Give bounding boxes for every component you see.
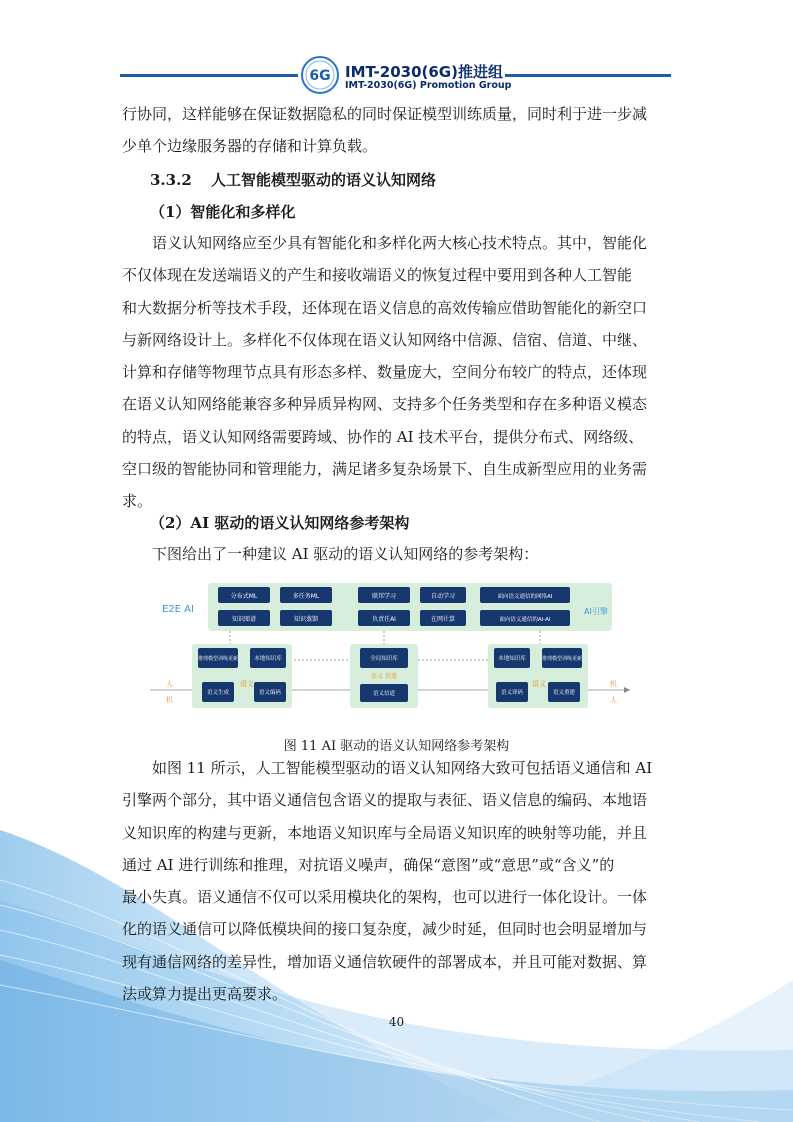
box-label: 多任务ML xyxy=(292,593,320,600)
text-line: 在语义认知网络能兼容多种异质异构网、支持多个任务类型和存在多种语义模态 xyxy=(122,395,648,414)
section-number: 3.3.2 xyxy=(150,171,192,189)
box-label: 知识蒸馏 xyxy=(293,616,319,623)
text-line: 如图 11 所示，人工智能模型驱动的语义认知网络大致可包括语义通信和 AI xyxy=(152,759,653,777)
left-end-human: 人 xyxy=(166,680,173,688)
paragraph-1 xyxy=(122,98,674,163)
box-label: 本地知识库 xyxy=(254,656,282,662)
text-line: 求。 xyxy=(122,492,153,511)
left-end-machine: 机 xyxy=(166,696,173,704)
paragraph-4 xyxy=(122,752,674,1010)
text-line: 现有通信网络的差异性，增加语义通信软硬件的部署成本，并且可能对数据、算 xyxy=(122,952,648,971)
box-label: 语义重建 xyxy=(552,690,576,696)
box-label: 推理模型训练更新 xyxy=(197,656,239,662)
box-label: 本地知识库 xyxy=(498,656,526,662)
box-label: 自动学习 xyxy=(430,593,456,600)
text-line: 下图给出了一种建议 AI 驱动的语义认知网络的参考架构： xyxy=(152,545,539,563)
box-label: 知识图谱 xyxy=(231,616,257,623)
box-label: 在网计算 xyxy=(430,616,456,623)
box-label: 联邦学习 xyxy=(371,593,397,600)
section-heading xyxy=(150,169,436,190)
figure-caption: 图 11 AI 驱动的语义认知网络参考架构 xyxy=(283,739,510,754)
text-line: 与新网络设计上。多样化不仅体现在语义认知网络中信源、信宿、信道、中继、 xyxy=(122,330,648,349)
ai-engine-label: AI引擎 xyxy=(584,607,608,616)
text-line: 和大数据分析等技术手段，还体现在语义信息的高效传输应借助智能化的新空口 xyxy=(122,298,648,317)
left-group-label: 语义 xyxy=(240,680,254,688)
box-label: 全局知识库 xyxy=(370,656,398,662)
paragraph-3 xyxy=(122,538,674,570)
text-line: 语义认知网络应至少具有智能化和多样化两大核心技术特点。其中，智能化 xyxy=(152,234,648,252)
subheading-2: （2）AI 驱动的语义认知网络参考架构 xyxy=(150,514,410,532)
text-line: 计算和存储等物理节点具有形态多样、数量庞大，空间分布较广的特点，还体现 xyxy=(122,363,648,382)
text-line: 的特点，语义认知网络需要跨域、协作的 AI 技术平台，提供分布式、网络级、 xyxy=(122,427,644,446)
box-label: 分布式ML xyxy=(230,593,258,600)
text-line: 通过 AI 进行训练和推理，对抗语义噪声，确保“意图”或“意思”或“含义”的 xyxy=(122,855,615,874)
text-line: 最小失真。语义通信不仅可以采用模块化的架构，也可以进行一体化设计。一体 xyxy=(122,888,648,907)
box-label: 面向语义通信的网络AI xyxy=(497,594,553,600)
architecture-figure xyxy=(150,580,630,712)
text-line: 化的语义通信可以降低模块间的接口复杂度，减少时延，但同时也会明显增加与 xyxy=(122,920,648,939)
box-label: 语义生成 xyxy=(206,690,230,696)
center-group-label: 语义 信道 xyxy=(371,673,397,680)
box-label: 语义编码 xyxy=(258,690,282,696)
box-label: 语义译码 xyxy=(500,690,524,696)
header-rule-right xyxy=(505,74,671,77)
text-line: 引擎两个部分，其中语义通信包含语义的提取与表征、语义信息的编码、本地语 xyxy=(122,791,648,810)
box-label: 面向语义通信的AI-AI xyxy=(499,617,551,623)
header-title: IMT-2030(6G)推进组 xyxy=(345,63,503,81)
header-subtitle: IMT-2030(6G) Promotion Group xyxy=(345,80,512,91)
page-number: 40 xyxy=(388,1015,405,1029)
logo-text: 6G xyxy=(309,68,331,84)
text-line: 法或算力提出更高要求。 xyxy=(122,985,288,1004)
imt2030-logo-icon xyxy=(300,55,340,95)
right-end-human: 人 xyxy=(610,696,617,704)
text-line: 不仅体现在发送端语义的产生和接收端语义的恢复过程中要用到各种人工智能 xyxy=(122,266,633,285)
text-line: 空口级的智能协同和管理能力，满足诸多复杂场景下、自生成新型应用的业务需 xyxy=(122,460,648,479)
text-line: 行协同，这样能够在保证数据隐私的同时保证模型训练质量，同时利于进一步减 xyxy=(122,105,648,123)
right-end-machine: 机 xyxy=(610,680,617,688)
text-line: 义知识库的构建与更新，本地语义知识库与全局语义知识库的映射等功能，并且 xyxy=(122,823,648,842)
subheading-1: （1）智能化和多样化 xyxy=(150,203,296,221)
paragraph-2 xyxy=(122,227,674,518)
box-label: 语义信道 xyxy=(372,691,396,697)
box-label: 负责任AI xyxy=(372,616,396,623)
header-rule-left xyxy=(120,74,298,77)
text-line: 少单个边缘服务器的存储和计算负载。 xyxy=(122,137,378,156)
e2e-ai-label: E2E AI xyxy=(162,604,194,615)
section-title: 人工智能模型驱动的语义认知网络 xyxy=(211,171,437,189)
right-group-label: 语义 xyxy=(532,680,546,688)
box-label: 推理模型训练更新 xyxy=(541,656,583,662)
